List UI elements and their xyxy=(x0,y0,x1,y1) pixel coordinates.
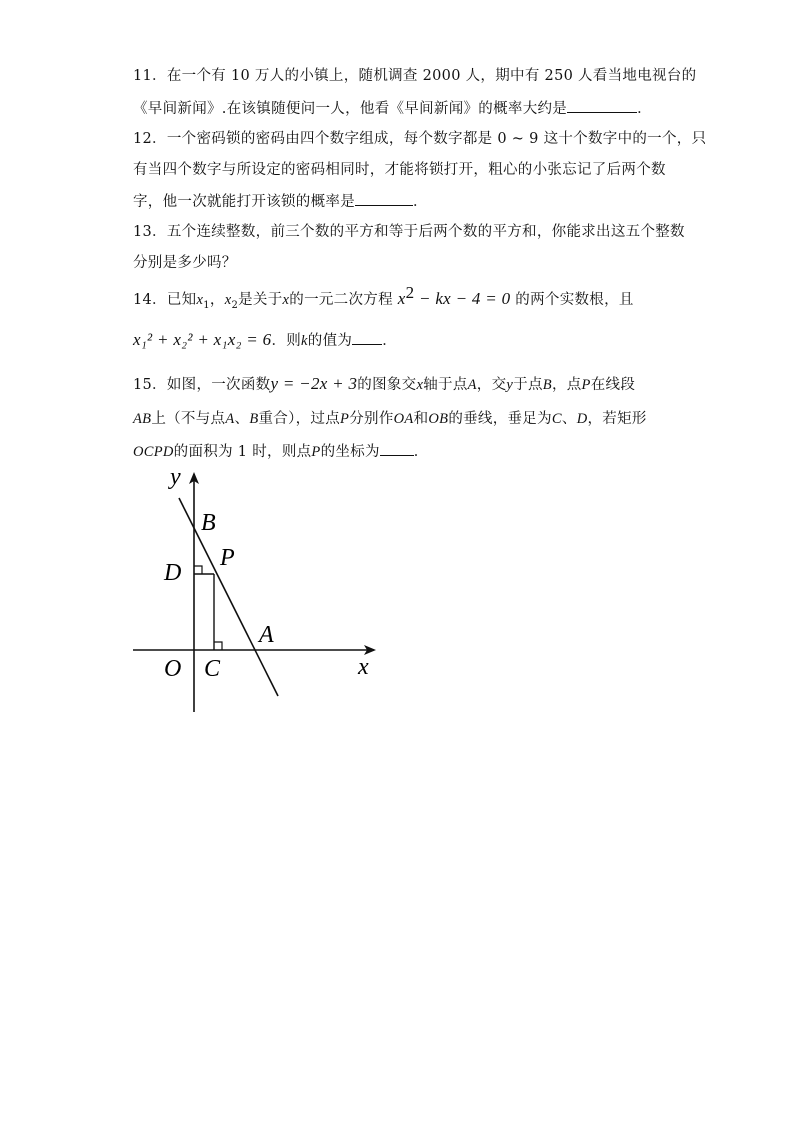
q11-text: 《早间新闻》.在该镇随便问一人，他看《早间新闻》的概率大约是 xyxy=(133,101,568,117)
condition-equation: x₁² + x₂² + x₁x₂ = 6 xyxy=(133,330,272,349)
equation-exp: 2 xyxy=(405,283,415,303)
q15-mid: 的图象交 xyxy=(357,377,417,393)
q15-end1: 在线段 xyxy=(590,377,636,393)
q14-mid2: 的一元二次方程 xyxy=(289,292,393,308)
point-A-2: A xyxy=(225,411,235,427)
var-x: x xyxy=(282,292,290,308)
right-angle-mark-C xyxy=(214,642,222,650)
q15-l3a: 的面积为 1 时，则点 xyxy=(173,444,312,460)
q12-end: ． xyxy=(413,194,428,210)
q15-mid5: ，点 xyxy=(551,377,582,393)
q15-l2f: 的垂线，垂足为 xyxy=(448,411,552,427)
answer-blank-14[interactable] xyxy=(352,330,382,345)
equation-x: x xyxy=(397,289,406,308)
answer-blank-11[interactable] xyxy=(567,98,637,113)
q14-line-2 xyxy=(133,330,397,351)
label-y: y xyxy=(170,464,181,490)
q15-l2g: 、 xyxy=(561,411,577,427)
q14-end-text: 的值为 xyxy=(307,333,353,349)
var-y-axis: y xyxy=(506,377,514,393)
q13-line-1: 13．五个连续整数，前三个数的平方和等于后两个数的平方和，你能求出这五个整数 xyxy=(133,224,685,240)
point-B-2: B xyxy=(249,411,259,427)
q15-mid2: 轴于点 xyxy=(423,377,468,393)
var-x-axis: x xyxy=(416,377,424,393)
q15-l2e: 和 xyxy=(413,411,429,427)
label-O: O xyxy=(164,656,182,682)
point-B: B xyxy=(542,377,552,393)
right-angle-mark-D xyxy=(194,566,202,574)
q15-l2b: 、 xyxy=(234,411,250,427)
q15-l2c: 重合），过点 xyxy=(258,411,341,427)
point-A: A xyxy=(467,377,477,393)
q15-line-1 xyxy=(133,374,635,395)
segment-AB: AB xyxy=(133,411,152,427)
label-D: D xyxy=(164,560,182,586)
sub-1: 1 xyxy=(203,299,210,311)
q14-line-1 xyxy=(133,283,634,311)
var-x1: x xyxy=(196,292,204,308)
segment-OB: OB xyxy=(428,411,449,427)
q15-l2d: 分别作 xyxy=(349,411,394,427)
q14-tail: 的两个实数根，且 xyxy=(515,292,634,308)
q15-mid3: ，交 xyxy=(476,377,507,393)
q11-line-2 xyxy=(133,98,652,119)
q12-line-1: 12．一个密码锁的密码由四个数字组成，每个数字都是 0 ~ 9 这十个数字中的一个，只 xyxy=(133,131,707,147)
label-P: P xyxy=(220,545,235,571)
q15-end: ． xyxy=(413,444,429,460)
equation-rest: − kx − 4 = 0 xyxy=(414,289,511,308)
answer-blank-15[interactable] xyxy=(380,441,414,456)
q11-end: ． xyxy=(637,101,652,117)
point-D: D xyxy=(576,411,588,427)
point-P: P xyxy=(581,377,591,393)
q14-cond-tail: ．则 xyxy=(271,333,302,349)
q12-text: 字，他一次就能打开该锁的概率是 xyxy=(133,194,355,210)
label-x: x xyxy=(358,654,369,680)
q15-line-2 xyxy=(133,409,647,429)
q14-sep: ， xyxy=(209,292,225,308)
label-C: C xyxy=(204,656,221,682)
linear-function: y = −2x + 3 xyxy=(270,374,358,393)
q15-mid4: 于点 xyxy=(513,377,543,393)
q15-l3b: 的坐标为 xyxy=(320,444,380,460)
label-A: A xyxy=(259,622,274,648)
q14-end: ． xyxy=(382,333,398,349)
coordinate-figure xyxy=(128,462,388,717)
q11-line-1: 11．在一个有 10 万人的小镇上，随机调查 2000 人，期中有 250 人看当地电视台的 xyxy=(133,68,697,84)
q12-line-3 xyxy=(133,191,428,212)
q12-line-2: 有当四个数字与所设定的密码相同时，才能将锁打开，粗心的小张忘记了后两个数 xyxy=(133,162,666,178)
q13-line-2: 分别是多少吗？ xyxy=(133,255,237,271)
q15-prefix: 15．如图，一次函数 xyxy=(133,377,271,393)
point-C: C xyxy=(551,411,562,427)
q15-l2a: 上（不与点 xyxy=(151,411,226,427)
label-B: B xyxy=(201,510,216,536)
sub-2: 2 xyxy=(231,299,239,311)
q15-l2h: ，若矩形 xyxy=(587,411,647,427)
segment-OA: OA xyxy=(393,411,414,427)
answer-blank-12[interactable] xyxy=(355,191,413,206)
q14-mid: 是关于 xyxy=(238,292,283,308)
var-k: k xyxy=(301,333,308,349)
point-P-2: P xyxy=(340,411,350,427)
q14-prefix: 14．已知 xyxy=(133,292,197,308)
point-P-3: P xyxy=(311,444,321,460)
var-x2: x xyxy=(224,292,232,308)
q15-line-3 xyxy=(133,441,429,462)
rectangle-OCPD: OCPD xyxy=(133,444,174,460)
